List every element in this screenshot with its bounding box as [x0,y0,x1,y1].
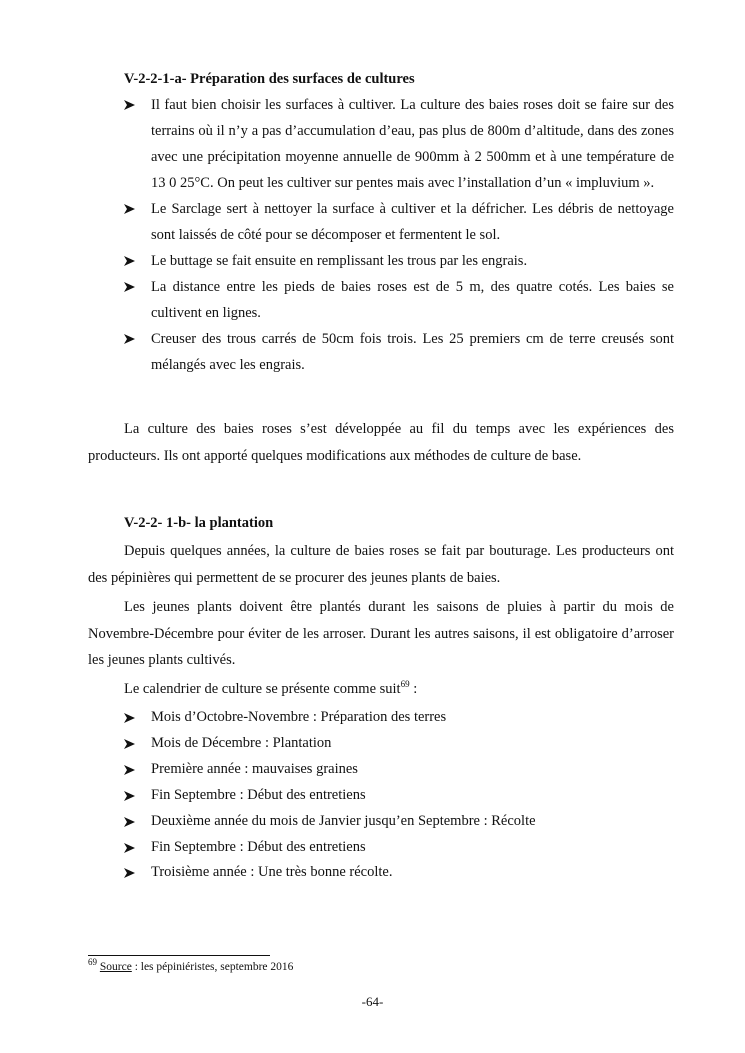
footnote-number: 69 [88,957,97,968]
section-b-paragraph-1: Depuis quelques années, la culture de baies roses se fait par bouturage. Les producteurs ont des pépinières qui permettent de se procurer des jeunes plants de baies. [88,543,674,586]
arrow-bullet-icon [124,100,135,110]
page-number: -64- [361,994,384,1009]
footnote-divider [88,955,270,956]
calendar-intro: Le calendrier de culture se présente comme suit$^{69}$ : [124,679,418,697]
section-b-heading: V-2-2- 1-b- la plantation [124,515,274,531]
footnote [88,959,293,975]
arrow-bullet-icon [124,282,135,292]
footnote-text: : les pépiniéristes, septembre 2016 [131,961,294,973]
list-item: Creuser des trous carrés de 50cm fois trois. Les 25 premiers cm de terre creusés sont mélangés avec les engrais. [124,326,674,378]
arrow-bullet-icon [124,817,135,827]
list-item: Deuxième année du mois de Janvier jusqu’en Septembre : Récolte [124,809,674,835]
arrow-bullet-icon [124,256,135,266]
arrow-bullet-icon [124,843,135,853]
list-item: Le buttage se fait ensuite en remplissant les trous par les engrais. [124,248,674,274]
arrow-bullet-icon [124,739,135,749]
arrow-bullet-icon [124,868,135,878]
footnote-source-label: Source [99,961,132,973]
list-item: Fin Septembre : Début des entretiens [124,783,674,809]
preparation-bullet-list [124,92,674,378]
arrow-bullet-icon [124,765,135,775]
list-item: Mois d’Octobre-Novembre : Préparation des terres [124,705,674,731]
arrow-bullet-icon [124,334,135,344]
list-item: Mois de Décembre : Plantation [124,731,674,757]
arrow-bullet-icon [124,204,135,214]
footnote-reference[interactable]: 69 [400,679,410,690]
section-a-heading: V-2-2-1-a- Préparation des surfaces de cultures [124,71,415,87]
section-a-paragraph: La culture des baies roses s’est développée au fil du temps avec les expériences des producteurs. Ils ont apporté quelques modifications aux méthodes de culture de base. [88,421,674,464]
arrow-bullet-icon [124,791,135,801]
section-b-paragraph-2: Les jeunes plants doivent être plantés durant les saisons de pluies à partir du mois de Novembre-Décembre pour éviter de les arroser. Durant les autres saisons, il est obligatoire d’arroser les jeunes plants cultivés. [88,599,674,668]
list-item: La distance entre les pieds de baies roses est de 5 m, des quatre cotés. Les baies se cultivent en lignes. [124,274,674,326]
list-item: Fin Septembre : Début des entretiens [124,835,674,861]
calendar-bullet-list [124,705,674,886]
list-item: Troisième année : Une très bonne récolte. [124,860,674,886]
arrow-bullet-icon [124,713,135,723]
list-item: Le Sarclage sert à nettoyer la surface à cultiver et la défricher. Les débris de nettoyage sont laissés de côté pour se décomposer et fermentent le sol. [124,196,674,248]
list-item: Il faut bien choisir les surfaces à cultiver. La culture des baies roses doit se faire sur des terrains où il n’y a pas d’accumulation d’eau, pas plus de 800m d’altitude, dans des zones avec une précipitation moyenne annuelle de 900mm à 2 500mm et à une température de 13 0 25°C. On peut les cultiver sur pentes mais avec l’installation d’un « impluvium ». [124,92,674,196]
list-item: Première année : mauvaises graines [124,757,674,783]
